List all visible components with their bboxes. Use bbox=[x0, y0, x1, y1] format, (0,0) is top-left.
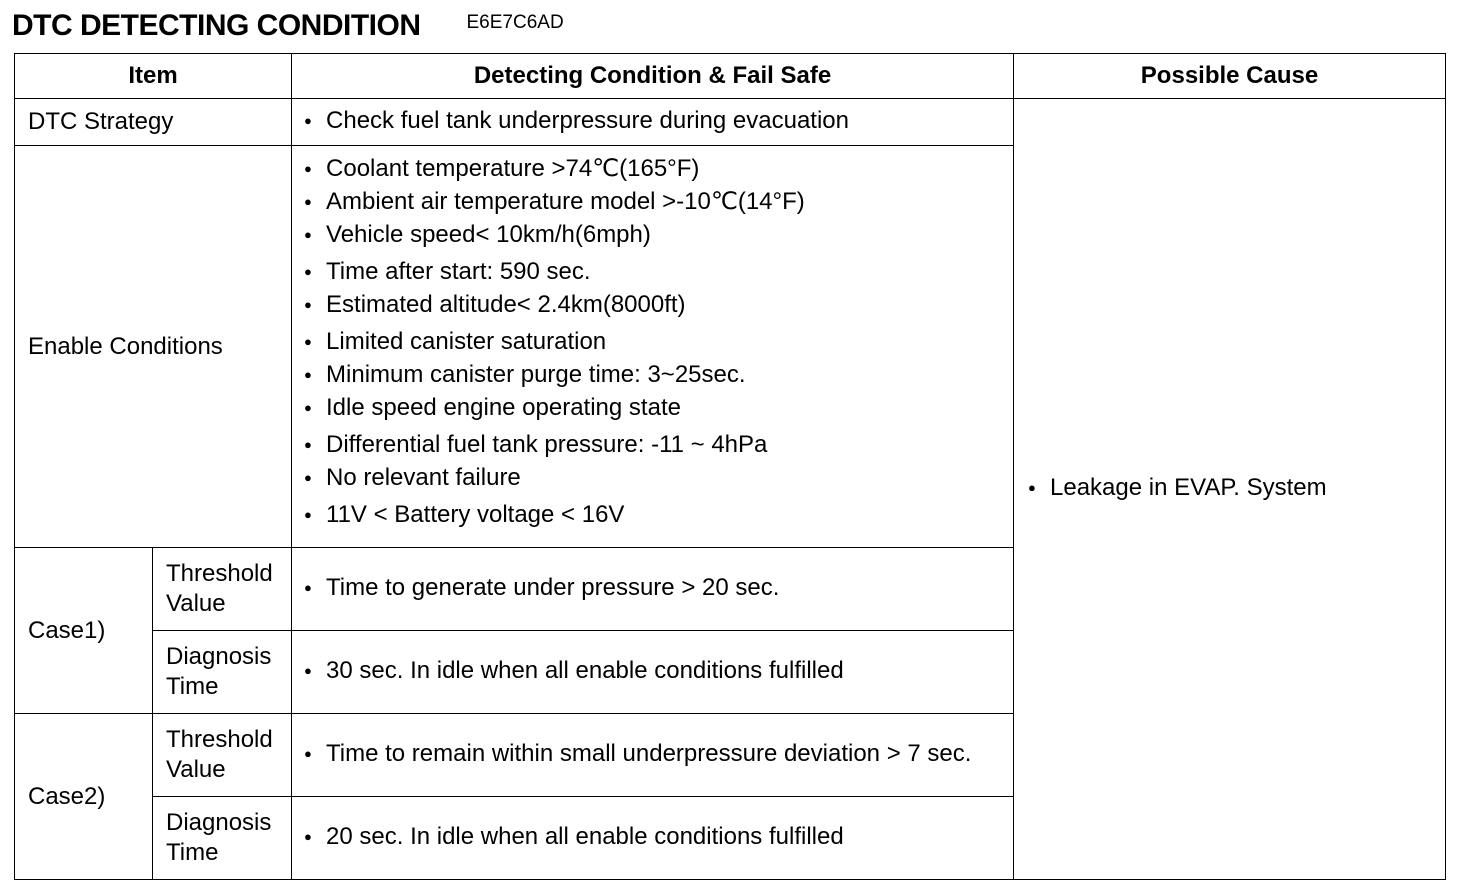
enable-condition-item bbox=[304, 430, 1001, 463]
enable-condition-group bbox=[304, 257, 1001, 323]
enable-condition-group bbox=[304, 500, 1001, 533]
condition-text: Differential fuel tank pressure: -11 ~ 4hPa bbox=[326, 431, 768, 458]
label-line: Threshold bbox=[166, 560, 273, 587]
bullet-icon bbox=[304, 257, 326, 290]
case2-diagnosis-condition bbox=[292, 797, 1014, 880]
bullet-icon bbox=[304, 430, 326, 463]
enable-condition-item bbox=[304, 187, 1001, 220]
enable-condition-group bbox=[304, 327, 1001, 426]
condition-text: Time to generate under pressure > 20 sec. bbox=[326, 573, 780, 601]
condition-text: No relevant failure bbox=[326, 464, 521, 491]
dtc-strategy-condition bbox=[292, 99, 1014, 146]
case1-diagnosis-label bbox=[153, 631, 292, 714]
enable-condition-item bbox=[304, 290, 1001, 323]
possible-cause-text: Leakage in EVAP. System bbox=[1050, 473, 1327, 501]
bullet-icon bbox=[304, 187, 326, 220]
bullet-icon bbox=[1028, 473, 1050, 506]
condition-text: Time after start: 590 sec. bbox=[326, 258, 591, 285]
condition-text: Estimated altitude< 2.4km(8000ft) bbox=[326, 291, 686, 318]
condition-text: Check fuel tank underpressure during evacuation bbox=[326, 106, 849, 134]
case2-label: Case2) bbox=[15, 714, 153, 880]
enable-conditions-list bbox=[292, 146, 1014, 548]
column-header-cause: Possible Cause bbox=[1014, 54, 1446, 99]
enable-condition-item bbox=[304, 154, 1001, 187]
enable-condition-group bbox=[304, 154, 1001, 253]
case2-threshold-condition bbox=[292, 714, 1014, 797]
bullet-icon bbox=[304, 360, 326, 393]
possible-cause-cell bbox=[1014, 99, 1446, 880]
column-header-item: Item bbox=[15, 54, 292, 99]
label-line: Value bbox=[166, 590, 226, 617]
condition-text: Vehicle speed< 10km/h(6mph) bbox=[326, 221, 651, 248]
bullet-icon bbox=[304, 573, 326, 606]
case1-threshold-label bbox=[153, 548, 292, 631]
enable-conditions-label: Enable Conditions bbox=[15, 146, 292, 548]
condition-text: Idle speed engine operating state bbox=[326, 394, 681, 421]
dtc-strategy-label: DTC Strategy bbox=[15, 99, 292, 146]
document-header bbox=[12, 6, 564, 46]
case2-diagnosis-label bbox=[153, 797, 292, 880]
enable-condition-item bbox=[304, 393, 1001, 426]
bullet-icon bbox=[304, 220, 326, 253]
condition-text: 11V < Battery voltage < 16V bbox=[326, 501, 625, 528]
condition-text: Limited canister saturation bbox=[326, 328, 607, 355]
column-header-condition: Detecting Condition & Fail Safe bbox=[292, 54, 1014, 99]
enable-condition-item bbox=[304, 360, 1001, 393]
condition-text: 30 sec. In idle when all enable conditions fulfilled bbox=[326, 656, 844, 684]
enable-condition-group bbox=[304, 430, 1001, 496]
bullet-icon bbox=[304, 106, 326, 139]
page-title: DTC DETECTING CONDITION bbox=[12, 9, 421, 42]
condition-text: Minimum canister purge time: 3~25sec. bbox=[326, 361, 746, 388]
table-header-row bbox=[15, 54, 1446, 99]
bullet-icon bbox=[304, 739, 326, 772]
bullet-icon bbox=[304, 154, 326, 187]
case1-label: Case1) bbox=[15, 548, 153, 714]
enable-condition-item bbox=[304, 463, 1001, 496]
enable-condition-item bbox=[304, 220, 1001, 253]
label-line: Threshold bbox=[166, 726, 273, 753]
bullet-icon bbox=[304, 463, 326, 496]
label-line: Time bbox=[166, 673, 219, 700]
enable-condition-item bbox=[304, 500, 1001, 533]
condition-text: Ambient air temperature model >-10℃(14°F) bbox=[326, 188, 805, 215]
label-line: Diagnosis bbox=[166, 643, 272, 670]
label-line: Value bbox=[166, 756, 226, 783]
bullet-icon bbox=[304, 393, 326, 426]
bullet-icon bbox=[304, 822, 326, 855]
enable-condition-item bbox=[304, 327, 1001, 360]
bullet-icon bbox=[304, 500, 326, 533]
dtc-condition-table bbox=[14, 53, 1446, 880]
enable-condition-item bbox=[304, 257, 1001, 290]
table-row-dtc-strategy bbox=[15, 99, 1446, 146]
bullet-icon bbox=[304, 290, 326, 323]
bullet-icon bbox=[304, 327, 326, 360]
condition-text: Coolant temperature >74℃(165°F) bbox=[326, 155, 700, 182]
label-line: Time bbox=[166, 839, 219, 866]
case1-threshold-condition bbox=[292, 548, 1014, 631]
label-line: Diagnosis bbox=[166, 809, 272, 836]
document-code: E6E7C6AD bbox=[466, 12, 564, 33]
bullet-icon bbox=[304, 656, 326, 689]
case1-diagnosis-condition bbox=[292, 631, 1014, 714]
condition-text: Time to remain within small underpressure deviation > 7 sec. bbox=[326, 739, 972, 767]
condition-text: 20 sec. In idle when all enable conditions fulfilled bbox=[326, 822, 844, 850]
case2-threshold-label bbox=[153, 714, 292, 797]
